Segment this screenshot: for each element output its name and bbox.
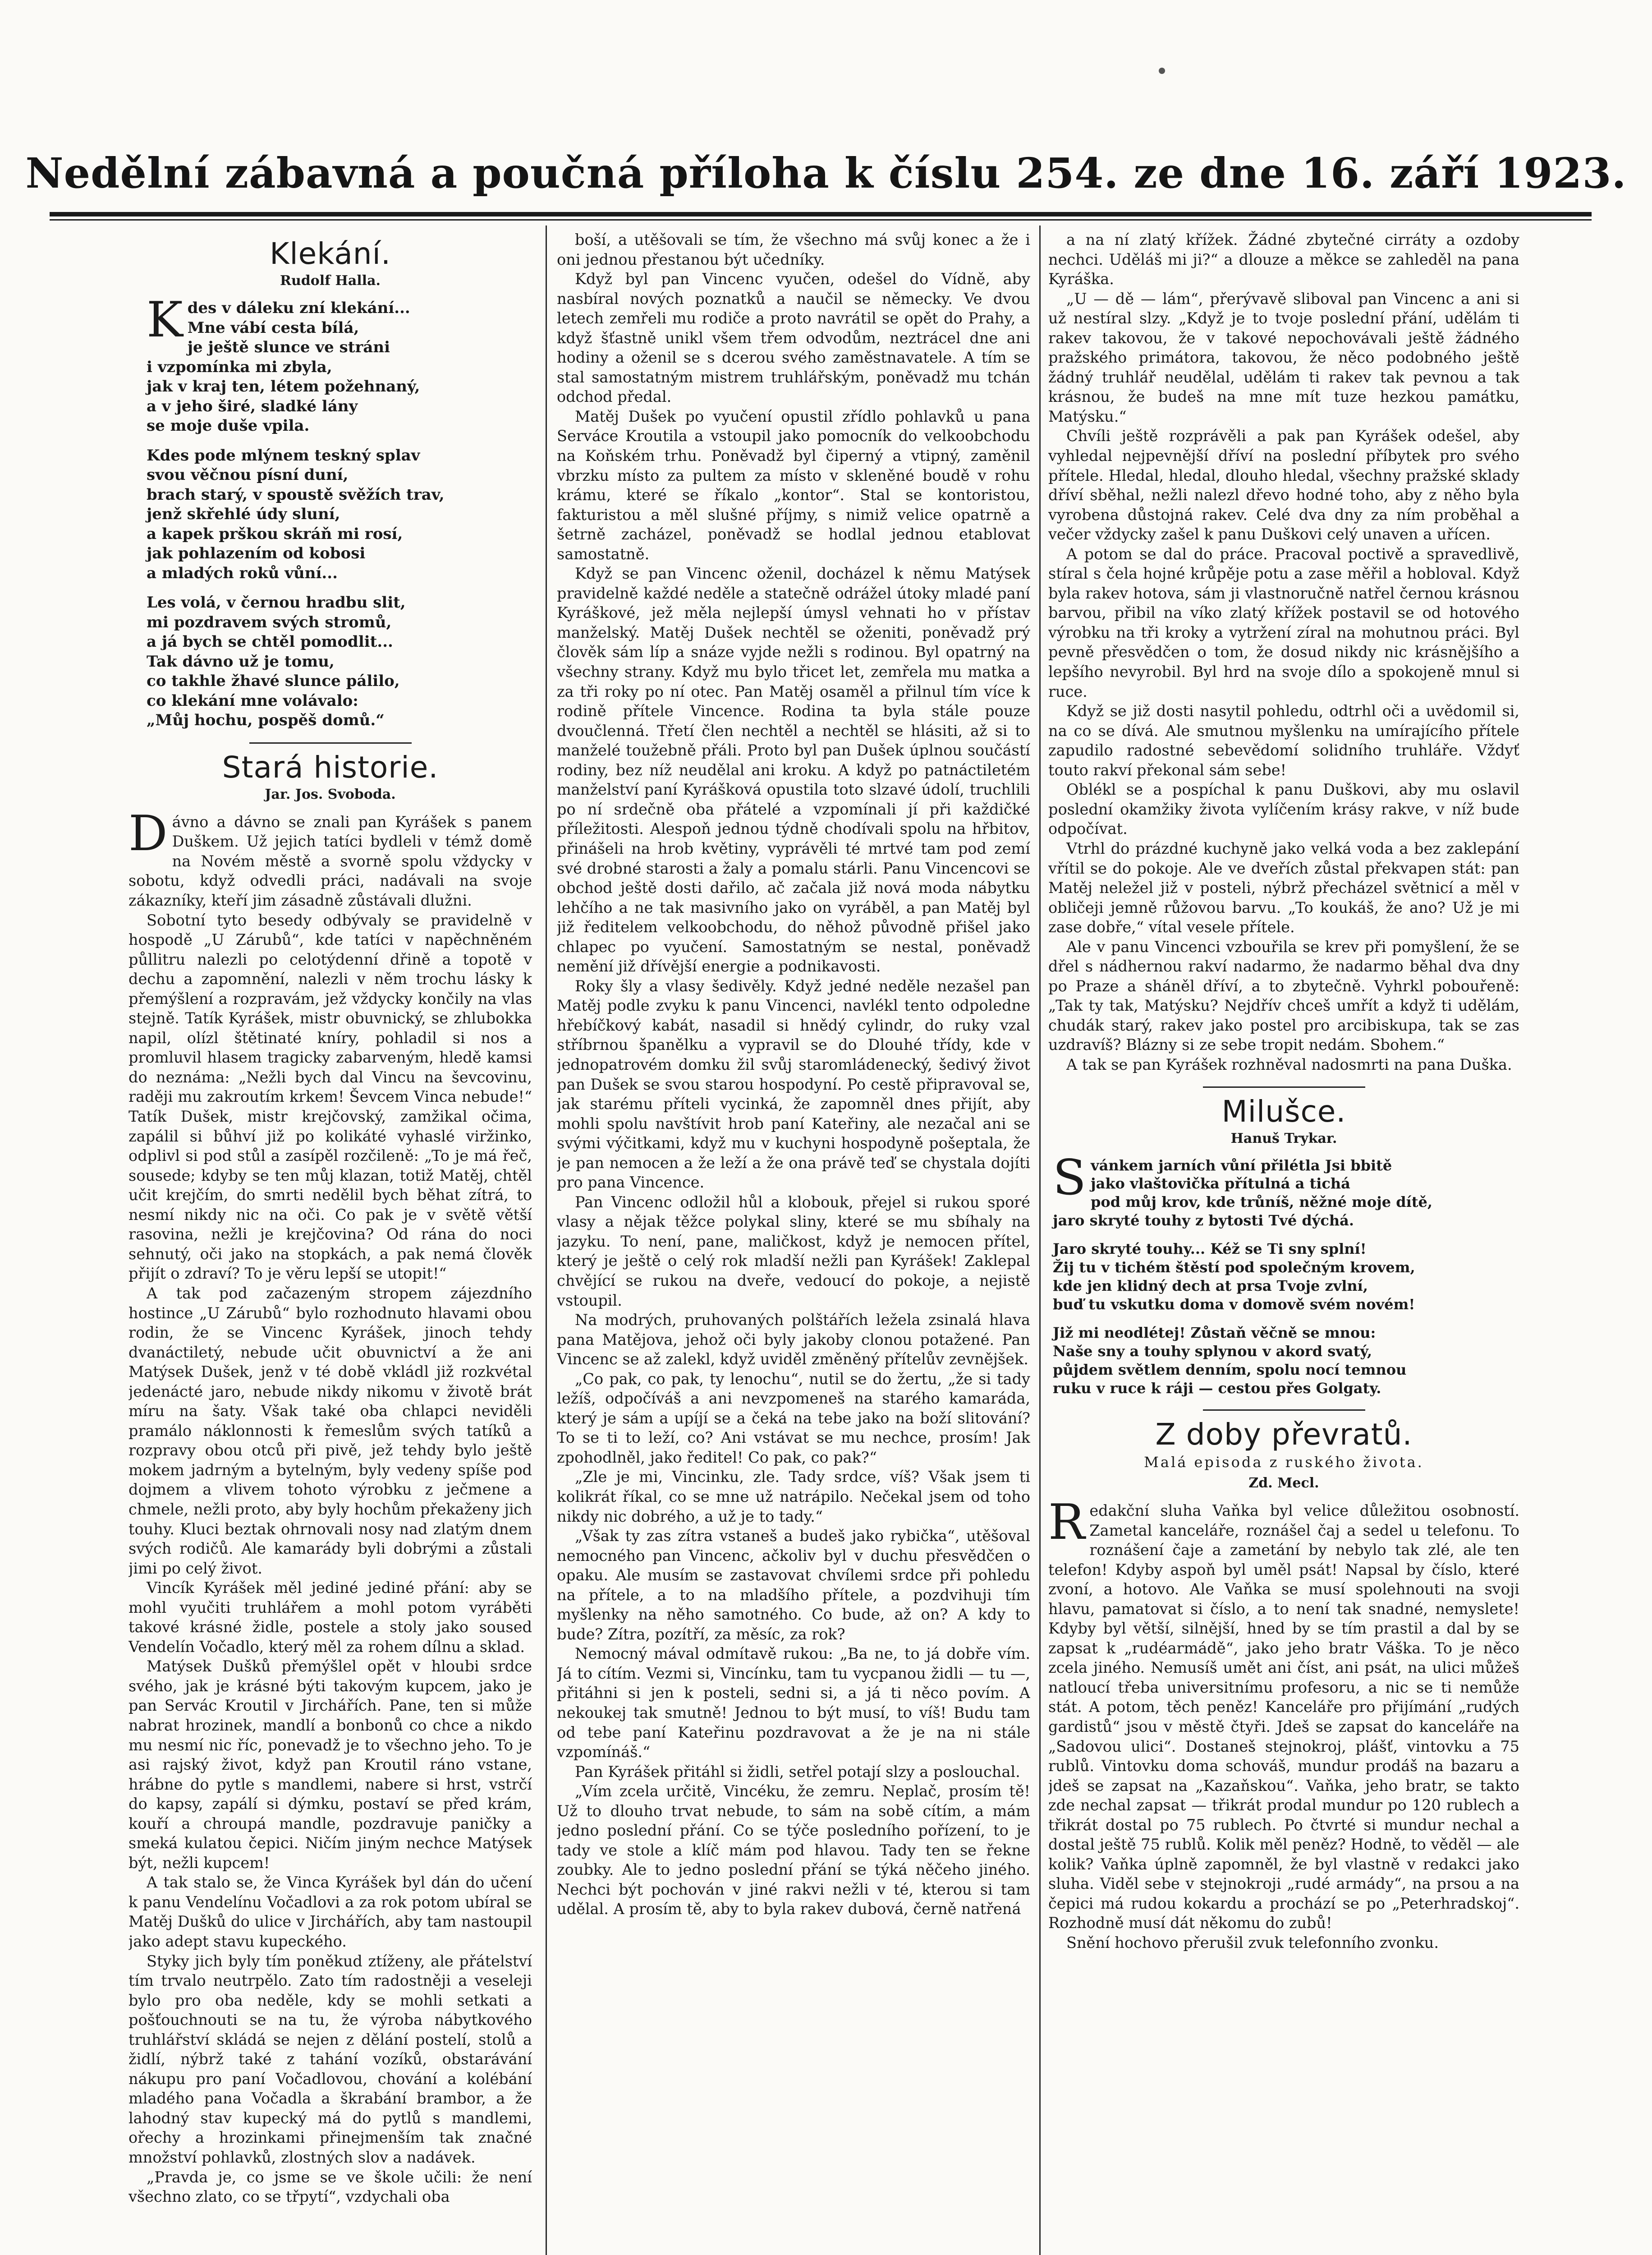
poem-stanza xyxy=(147,593,532,731)
poem-line: Mne vábí cesta bílá, xyxy=(187,318,359,337)
story-paragraph: Oblékl se a pospíchal k panu Duškovi, aby mu oslavil poslední okamžiky života vylíčením krásy rakve, v níž bude odpočívat. xyxy=(1048,781,1519,838)
poem-line: co klekání mne volávalo: xyxy=(147,691,358,710)
poem-stanza xyxy=(1053,1324,1519,1398)
story-paragraph: A tak se pan Kyrášek rozhněval nadosmrti na pana Duška. xyxy=(1066,1055,1512,1073)
story-paragraph: Sobotní tyto besedy odbývaly se pravidelně v hospodě „U Zárubů“, kde tatíci v napěchněném půllitru nalezli po celotýdenní dřině a topotě v dechu a zapomnění, nalezli v něm trochu lásky k přemýšlení a rozpravám, jež vždycky končily na vlas stejně. Tatík Kyrášek, mistr obuvnický, se zhlubokka napil, olízl štětinaté kníry, pohladil si nos a promluvil hlasem tragicky zabarveným, hledě kamsi do neznáma: „Nežli bych dal Vincu na ševcovinu, raději mu zakroutím krkem! Ševcem Vinca nebude!“ Tatík Dušek, mistr krejčovský, zamžikal očima, zapálil si bůhví již po kolikáté vyhaslé viržinko, odplivl si pod stůl a zasípěl rozčileně: „To je má řeč, sousede; kdyby se ten můj klazan, totiž Matěj, chtěl učit krejčím, do smrti nedělil bych běhat zítrá, to nesmí nikdy nic na oči. Co pak je v světě větší rasovina, nežli je krejčovina? Od rána do noci sehnutý, oči jako na stopkách, a pak nemá člověk přijít o zdraví? To je věru lepší se utopit!“ xyxy=(128,911,532,1283)
poem-stanza xyxy=(147,292,532,436)
story-paragraph: Matěj Dušek po vyučení opustil zřídlo pohlavků u pana Serváce Kroutila a vstoupil jako pomocník do velkoobchodu na Koňském trhu. Poněvadž byl čiperný a vtipný, zaměnil vbrzku místo za pultem za místo v skleněné boudě v rohu krámu, které se říkalo „kontor“. Stal se kontoristou, fakturistou a měl slušné příjmy, s nimiž velice opatrně a šetrně zacházel, poněvadž se hodlal jednou etablovat samostatně. xyxy=(557,407,1030,563)
masthead-rule xyxy=(50,212,1592,216)
story-paragraph: Když byl pan Vincenc vyučen, odešel do Vídně, aby nasbíral nových poznatků a naučil se německy. Ve dvou letech zemřeli mu rodiče a proto navrátil se opět do Prahy, a když šťastně unikl všem třem odvodům, neztrácel dne ani hodiny a oženil se s dcerou svého zaměstnavatele. A tím se stal samostatným mistrem truhlářským, poněvadž mu tchán odchod předal. xyxy=(557,270,1030,406)
poem-line: ruku v ruce k ráji — cestou přes Golgaty. xyxy=(1053,1380,1381,1397)
poem-line: jako vlaštovička přítulná a tichá xyxy=(1091,1175,1350,1192)
story-paragraph: „Však ty zas zítra vstaneš a budeš jako rybička“, utěšoval nemocného pan Vincenc, ačkoliv byl v duchu přesvědčen o opaku. Ale musím se zastavovat chvílemi srdce při pohledu na přítele, a to na mladšího přítele, a pozdvihuji tím myšlenky na něho samotného. Co bude, až on? A kdy to bude? Zítra, pozítří, za měsíc, za rok? xyxy=(557,1527,1030,1643)
story-paragraph: Dávno a dávno se znali pan Kyrášek s panem Duškem. Už jejich tatíci bydleli v témž domě na Novém městě a svorně spolu vždycky v sobotu, když odvedli práci, nadávali na svoje zákazníky, kteří jim zásadně zůstávali dlužni. xyxy=(128,805,532,910)
poem-line: a mladých roků vůní... xyxy=(147,564,338,582)
story-paragraph: Když se již dosti nasytil pohledu, odtrhl oči a uvědomil si, na co se dívá. Ale smutnou myšlenku na umírajícího přítele zapudilo radostné sebevědomí solidního truhláře. Vždyť touto rakví překonal sám sebe! xyxy=(1048,702,1519,779)
story-paragraph: Styky jich byly tím poněkud ztíženy, ale přátelství tím trvalo neutrpělo. Zato tím radostněji a veseleji bylo pro oba neděle, kdy se mohli setkati a pošťouchnouti se na tu, že výroba nábytkového truhlářství skládá se nejen z dělání postelí, stolů a židlí, nýbrž také z tahání vozíků, obstarávání nákupu pro paní Vočadlovou, chování a kolébání mladého pana Vočadla a škrabání brambor, a že lahodný stav kupecký má do pytlů s mandlemi, ořechy a hrozinkami přinejmenším tak značné množství pohlavků, zlostných slov a nadávek. xyxy=(128,1952,532,2167)
poem-stanza xyxy=(1053,1149,1519,1230)
poem-line: Naše sny a touhy splynou v akord svatý, xyxy=(1053,1343,1372,1360)
story-paragraph: Když se pan Vincenc oženil, docházel k němu Matýsek pravidelně každé neděle a statečně odrážel útoky mladé paní Kyráškové, jež měla nejlepší úmysl vehnati ho v přístav manželský. Matěj Dušek nechtěl se oženiti, poněvadž prý člověk sám líp a snáze vyjde nežli s rodinou. Byl opatrný na všechny strany. Když mu bylo třicet let, zemřela mu matka a za tři roky po ní otec. Pan Matěj osaměl a přilnul tím více k rodině přítele Vincence. Rodina ta byla stále pouze dvoučlenná. Třetí člen nechtěl a nechtěl se hlásiti, až si to manželé toužebně přáli. Proto byl pan Dušek úplnou součástí rodiny, bez níž neudělal ani kroku. A když po patnáctiletém manželství paní Kyrášková opustila toto slzavé údolí, truchlili po ní srdečně oba přátelé a vzpomínali jí při každičké příležitosti. Alespoň jednou týdně chodívali spolu na hřbitov, přinášeli na hrob květiny, vyprávěli té mrtvé tam pod zemí své drobné starosti a žaly a pomalu stárli. Panu Vincencovi se obchod ještě dosti dařilo, ač začala již nová moda nábytku lehčího a ne tak masivního jako on vyráběl, a pan Matěj byl již ředitelem velkoobchodu, do něhož původně přišel jako chlapec po vyučení. Samostatným se nestal, poněvadž nemění již dřívější energie a podnikavosti. xyxy=(557,565,1030,976)
poem-line: Již mi neodlétej! Zůstaň věčně se mnou: xyxy=(1053,1324,1376,1342)
poem-line: je ještě slunce ve stráni xyxy=(187,338,390,357)
poem-line: Jaro skryté touhy... Kéž se Ti sny splní! xyxy=(1053,1240,1367,1258)
story-paragraph: Matýsek Dušků přemýšlel opět v hloubi srdce svého, jak je krásné býti takovým kupcem, jako je pan Servác Kroutil v Jirchářích. Pane, ten si může nabrat hrozinek, mandlí a bonbonů co chce a nikdo mu nesmí nic říc, ponevadž je to všechno jeho. To je asi rajský život, když pan Kroutil ráno vstane, hrábne do pytle s mandlemi, nabere si hrst, vstrčí do kapsy, zapálí si dýmku, postaví se před krám, kouří a chroupá mandle, pozdravuje paničky a smeká kulatou čepici. Ničím jiným nechce Matýsek být, nežli kupcem! xyxy=(128,1657,532,1872)
story-paragraph: Na modrých, pruhovaných polštářích ležela zsinalá hlava pana Matějova, jehož oči byly jakoby clonou potažené. Pan Vincenc se až zalekl, když uviděl změněný přítelův zevnějšek. xyxy=(557,1311,1030,1368)
story-paragraph: Vincík Kyrášek měl jediné jediné přání: aby se mohl vyučiti truhlářem a mohl potom vyráběti takové krásné židle, postele a stoly jako soused Vendelín Vočadlo, který měl za rohem dílnu a sklad. xyxy=(128,1579,532,1656)
story-paragraph: Ale v panu Vincenci vzbouřila se krev při pomyšlení, že se dřel s nádhernou rakví nadarmo, že nadarmo běhal dva dny po Praze a sháněl dříví, a to zbytečně. Vyhrkl pobouřeně: „Tak ty tak, Matýsku? Nejdřív chceš umřít a když ti udělám, chudák starý, rakev jako postel pro arcibiskupa, tak se zas uzdravíš? Blázny si ze sebe tropit nedám. Sbohem.“ xyxy=(1048,938,1519,1054)
poem-line: Žij tu v tichém štěstí pod společným krovem, xyxy=(1053,1259,1415,1276)
poem-stanza xyxy=(147,446,532,584)
poem-line: Les volá, v černou hradbu slit, xyxy=(147,594,406,612)
poem-line: des v dáleku zní klekání... xyxy=(187,299,410,317)
story-title: Z doby převratů. xyxy=(1155,1417,1413,1452)
poem-line: pod můj krov, kde trůníš, něžné moje dítě, xyxy=(1091,1193,1433,1211)
poem-author: Rudolf Halla. xyxy=(280,273,381,289)
poem-line: půjdem světlem denním, spolu nocí temnou xyxy=(1053,1361,1407,1379)
poem-line: Tak dávno už je tomu, xyxy=(147,652,335,671)
story-paragraph: A tak pod začazeným stropem zájezdního hostince „U Zárubů“ bylo rozhodnuto hlavami obou rodin, že se Vincenc Kyrášek, jinoch tehdy dvanáctiletý, nebude učit obuvnictví a že ani Matýsek Dušek, jenž v té době vkládl již rozkvétal jedenácté jaro, nebude nikdy nikomu v životě brát míru na šaty. Však také oba chlapci neviděli pramálo náklonnosti k řemeslům svých tatíků a rozpravy obou otců při pivě, jež tehdy bylo ještě mokem jadrným a bytelným, byly vedeny spíše pod dojmem a vlivem tohoto výrobku z ječmene a chmele, nežli proto, aby byly hochům překaženy jich touhy. Kluci beztak ohrnovali nosy nad zlatým dnem svých rodičů. Ale kamarády byli dobrými a zůstali jimi po celý život. xyxy=(128,1284,532,1577)
poem-line: a v jeho širé, sladké lány xyxy=(147,397,358,415)
story-paragraph: Nemocný mával odmítavě rukou: „Ba ne, to já dobře vím. Já to cítím. Vezmi si, Vincínku, tam tu vycpanou židli — tu —, přitáhni si jen k posteli, sedni si, a já ti něco povím. A nekoukej tak smutně! Jednou to být musí, to víš! Budu tam od tebe paní Kateřinu pozdravovat a že je na ni stále vzpomínáš.“ xyxy=(557,1645,1030,1761)
poem-line: co takhle žhavé slunce pálilo, xyxy=(147,672,400,690)
drop-cap: R xyxy=(1048,1494,1085,1551)
story-paragraph: boší, a utěšovali se tím, že všechno má svůj konec a že i oni jednou přestanou být učedníky. xyxy=(557,231,1030,268)
poem-stanza xyxy=(1053,1240,1519,1314)
story-paragraph: Pan Kyrášek přitáhl si židli, setřel potají slzy a poslouchal. xyxy=(575,1763,1020,1781)
poem-author: Hanuš Trykar. xyxy=(1230,1130,1337,1146)
section-rule xyxy=(1203,1409,1365,1411)
column-divider xyxy=(546,226,547,2255)
story-paragraph: „Zle je mi, Vincinku, zle. Tady srdce, víš? Však jsem ti kolikrát říkal, co se mne už natrápilo. Nečekal jsem od toho nikdy nic dobrého, a už je to tady.“ xyxy=(557,1468,1030,1525)
column-1 xyxy=(128,230,532,2255)
story-paragraph: Roky šly a vlasy šedivěly. Když jedné neděle nezašel pan Matěj podle zvyku k panu Vincenci, navlékl tento odpoledne hřebíčkový kabát, nasadil si hnědý cylindr, do ruky vzal stříbrnou španělku a vypravil se do Dlouhé třídy, kde v jednopatrovém domku žil svůj staromládenecký, šedivý život pan Dušek se svou starou hospodyní. Po cestě připravoval se, jak starému příteli vycinká, že zapomněl dnes přijít, aby mohli spolu navštívit hrob paní Kateřiny, ale nezačal ani se svými výčitkami, když mu v kuchyni hospodyně pošeptala, že je pan nemocen a že leží a že ona právě teď se chystala dojíti pro pana Vincence. xyxy=(557,977,1030,1192)
section-rule xyxy=(249,742,412,744)
story-paragraph: Snění hochovo přerušil zvuk telefonního zvonku. xyxy=(1066,1933,1439,1951)
poem-line: buď tu vskutku doma v domově svém novém! xyxy=(1053,1296,1415,1313)
drop-cap: D xyxy=(128,805,168,862)
column-3 xyxy=(1048,230,1519,2255)
masthead-rule-thin xyxy=(50,219,1592,221)
story-ending xyxy=(1048,230,1519,1075)
story-subtitle: Malá episoda z ruského života. xyxy=(1144,1453,1424,1471)
drop-cap: K xyxy=(147,292,183,348)
supplement-masthead: Nedělní zábavná a poučná příloha k číslu 254. ze dne 16. září 1923. xyxy=(25,149,1627,198)
story-body xyxy=(128,805,532,2207)
story-paragraph: A tak stalo se, že Vinca Kyrášek byl dán do učení k panu Vendelínu Vočadlovi a za rok potom ubíral se Matěj Dušků do ulice v Jirchářích, aby tam nastoupil jako adept stavu kupeckého. xyxy=(128,1873,532,1950)
story-body xyxy=(1048,1494,1519,1953)
poem-title: Klekání. xyxy=(270,236,391,271)
poem-line: svou věčnou písní duní, xyxy=(147,466,349,484)
story-continuation xyxy=(557,230,1030,1919)
story-paragraph: „U — dě — lám“, přerývavě sliboval pan Vincenc a ani si už nestíral slzy. „Když je to tvoje poslední přání, udělám ti rakev takovou, že v takové nepochovávali ještě žádného pražského primátora, takovou, že něco podobného ještě žádný truhlář neudělal, udělám ti rakev tak pevnou a tak krásnou, že budeš na mne mít tuze hezkou památku, Matýsku.“ xyxy=(1048,290,1519,425)
poem-line: jenž skřehlé údy sluní, xyxy=(147,505,340,524)
column-2 xyxy=(557,230,1030,2255)
story-paragraph: „Vím zcela určitě, Vincéku, že zemru. Neplač, prosím tě! Už to dlouho trvat nebude, to sám na sobě cítím, a mám jedno poslední přání. Co se týče posledního pořízení, to je tady ve stole a klíč mám pod hlavou. Tady ten se řekne zoubky. Ale to jedno poslední přání se týká něčeho jiného. Nechci být pochován v jiné rakvi nežli v té, kterou si tam udělal. A prosím tě, aby to byla rakev dubová, černě natřená xyxy=(557,1782,1030,1918)
story-paragraph: „Pravda je, co jsme se ve škole učili: že není všechno zlato, co se třpytí“, vzdychali oba xyxy=(128,2168,532,2206)
poem-line: a já bych se chtěl pomodlit... xyxy=(147,633,393,651)
poem-line: mi pozdravem svých stromů, xyxy=(147,613,392,631)
poem-line: i vzpomínka mi zbyla, xyxy=(147,358,332,376)
poem-line: jaro skryté touhy z bytosti Tvé dýchá. xyxy=(1053,1212,1354,1229)
ink-speck xyxy=(1159,68,1165,74)
story-paragraph: A potom se dal do práce. Pracoval poctivě a spravedlivě, stíral s čela hojné krůpěje potu a zase měřil a hobloval. Když byla rakev hotova, sám ji vlastnoručně natřel černou krásnou barvou, přibil na víko zlatý křížek postavil se od hotového výrobku na tři kroky a vytržení zíral na mohutnou práci. Byl pevně přesvědčen o tom, že dosud nikdy nic krásnějšího a lepšího nevyrobil. Byl hrd na svoje dílo a spokojeně mnul si ruce. xyxy=(1048,545,1519,700)
story-paragraph: a na ní zlatý křížek. Žádné zbytečné cirráty a ozdoby nechci. Uděláš mi ji?“ a dlouze a měkce se zahleděl na pana Kyráška. xyxy=(1048,231,1519,288)
story-paragraph: Pan Vincenc odložil hůl a klobouk, přejel si rukou sporé vlasy a nějak těžce polykal sliny, které se mu sbíhaly na jazyku. To není, pane, maličkost, když je nemocen přítel, který je ještě o celý rok mladší nežli pan Kyrášek! Zaklepal chvějící se rukou na dveře, vedoucí do pokoje, a nejistě vstoupil. xyxy=(557,1193,1030,1309)
poem-line: se moje duše vpila. xyxy=(147,417,310,435)
story-paragraph: Chvíli ještě rozprávěli a pak pan Kyrášek odešel, aby vyhledal nejpevnější dříví na poslední příbytek pro svého přítele. Hledal, hledal, dlouho hledal, všechny pražské sklady dříví sběhal, nežli nalezl dřevo hodné toho, aby z něho byla vyrobena důstojná rakev. Celé dva dny za ním proběhal a večer vždycky zašel k panu Duškovi celý unaven a uřícen. xyxy=(1048,427,1519,543)
column-divider xyxy=(1039,226,1041,2255)
poem-line: Kdes pode mlýnem teskný splav xyxy=(147,446,420,465)
story-paragraph: „Co pak, co pak, ty lenochu“, nutil se do žertu, „že si tady ležíš, odpočíváš a ani nevzpomeneš na starého kamaráda, který je sám a upíjí se a čeká na tebe jako na boží slitování? To se ti to leží, co? Ani vstávat se mu nechce, prosím! Jak zpohodlněl, jako ředitel! Co pak, co pak?“ xyxy=(557,1370,1030,1466)
drop-cap: S xyxy=(1053,1149,1086,1206)
poem-line: „Můj hochu, pospěš domů.“ xyxy=(147,711,385,730)
poem-line: vánkem jarních vůní přilétla Jsi bbitě xyxy=(1091,1156,1392,1174)
story-paragraph: Vtrhl do prázdné kuchyně jako velká voda a bez zaklepání vřítil se do pokoje. Ale ve dveřích zůstal překvapen stát: pan Matěj neležel již v posteli, nýbrž přecházel světnicí a měl v obličeji jemně růžovou barvu. „To koukáš, že ano? Už je mi zase dobře,“ vítal vesele přítele. xyxy=(1048,839,1519,936)
story-title: Stará historie. xyxy=(222,750,439,785)
story-author: Jar. Jos. Svoboda. xyxy=(265,786,396,802)
poem-line: a kapek prškou skráň mi rosí, xyxy=(147,525,403,543)
poem-line: brach starý, v spoustě svěžích trav, xyxy=(147,485,445,504)
section-rule xyxy=(1203,1086,1365,1088)
poem-body xyxy=(1053,1149,1519,1398)
poem-line: kde jen klidný dech at prsa Tvoje zvlní, xyxy=(1053,1277,1368,1295)
poem-line: jak v kraj ten, létem požehnaný, xyxy=(147,377,420,396)
poem-body xyxy=(147,292,532,731)
story-author: Zd. Mecl. xyxy=(1248,1475,1319,1491)
story-paragraph: Redakční sluha Vaňka byl velice důležitou osobností. Zametal kanceláře, roznášel čaj a sedel u telefonu. To roznášení čaje a zametání by nebylo tak zlé, ale ten telefon! Kdyby aspoň byl uměl psát! Napsal by číslo, které zvoní, a hotovo. Ale Vaňka se musí spolehnouti na svoji hlavu, pamatovat si číslo, a to není tak snadné, nemyslete! Kdyby byl větší, silnější, hned by se tím prastil a dal by se zapsat k „rudéarmádě“, jako jeho bratr Váška. To je něco zcela jiného. Nemusíš umět ani číst, ani psát, na ulici můžeš natloucí třeba universitnímu profesoru, a nic se ti nemůže stát. A potom, těch peněz! Kanceláře pro přijímání „rudých gardistů“ jsou v městě čtyři. Jdeš se zapsat do kanceláře na „Sadovou ulici“. Dostaneš stejnokroj, plášť, vintovku a 75 rublů. Vintovku doma schováš, mundur prodáš na bazaru a jdeš se zapsat na „Kazaňskou“. Vaňka, jeho bratr, se takto zde nechal zapsat — třikrát prodal mundur po 120 rublech a třikrát dostal po 75 rublech. Po čtvrté si mundur nechal a dostal ještě 75 rublů. Kolik měl peněz? Hodně, to věděl — ale kolik? Vaňka úplně zapomněl, že byl vlastně v redakci jako sluha. Viděl sebe v stejnokroji „rudé armády“, na prsou a na čepici má rudou kokardu a prochází se po „Peterhradskoj“. Rozhodně musí dát někomu do zubů! xyxy=(1048,1494,1519,1932)
poem-title: Milušce. xyxy=(1221,1094,1346,1129)
poem-line: jak pohlazením od kobosi xyxy=(147,544,366,563)
